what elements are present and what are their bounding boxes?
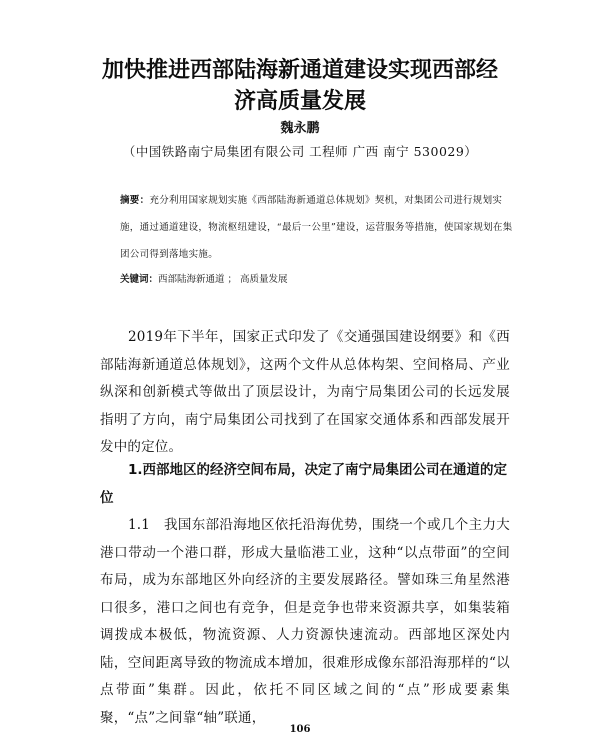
author-affiliation: （中国铁路南宁局集团有限公司 工程师 广西 南宁 530029）: [122, 144, 478, 159]
body-paragraph-1: 2019年下半年，国家正式印发了《交通强国建设纲要》和《西部陆海新通道总体规划》，这两个文件从总体构架、空间格局、产业纵深和创新模式等做出了顶层设计，为南宁局集团公司的长远发展指明了方向，南宁局集团公司找到了在国家交通体系和西部发展开发中的定位。: [100, 329, 510, 455]
page-number: 106: [289, 724, 311, 735]
keywords-text: 西部陆海新通道 ； 高质量发展: [158, 274, 288, 285]
abstract-label: 摘要：: [120, 195, 150, 206]
abstract: [120, 187, 515, 268]
paper-title: 加快推进西部陆海新通道建设实现西部经济高质量发展: [101, 58, 498, 114]
abstract-text: 充分利用国家规划实施《西部陆海新通道总体规划》契机，对集团公司进行规划实施，通过通道建设，物流枢纽建设，“最后一公里”建设，运营服务等措施，使国家规划在集团公司得到落地实施。: [120, 195, 513, 260]
body-paragraph-2: 1.1 我国东部沿海地区依托沿海优势，围绕一个或几个主力大港口带动一个港口群，形成大量临港工业，这种“以点带面”的空间布局，成为东部地区外向经济的主要发展路径。譬如珠三角星然港口很多，港口之间也有竞争，但是竞争也带来资源共享，如集装箱调拨成本极低，物流资源、人力资源快速流动。西部地区深处内陆，空间距离导致的物流成本增加，很难形成像东部沿海那样的“以点带面”集群。因此，依托不同区域之间的“点”形成要素集聚，“点”之间靠“轴”联通，: [100, 517, 510, 726]
section-heading-1: 1.西部地区的经济空间布局，决定了南宁局集团公司在通道的定位: [100, 462, 508, 506]
author-name: 魏永鹏: [280, 121, 320, 136]
keywords-label: 关键词：: [120, 274, 159, 285]
keywords: [120, 272, 515, 288]
